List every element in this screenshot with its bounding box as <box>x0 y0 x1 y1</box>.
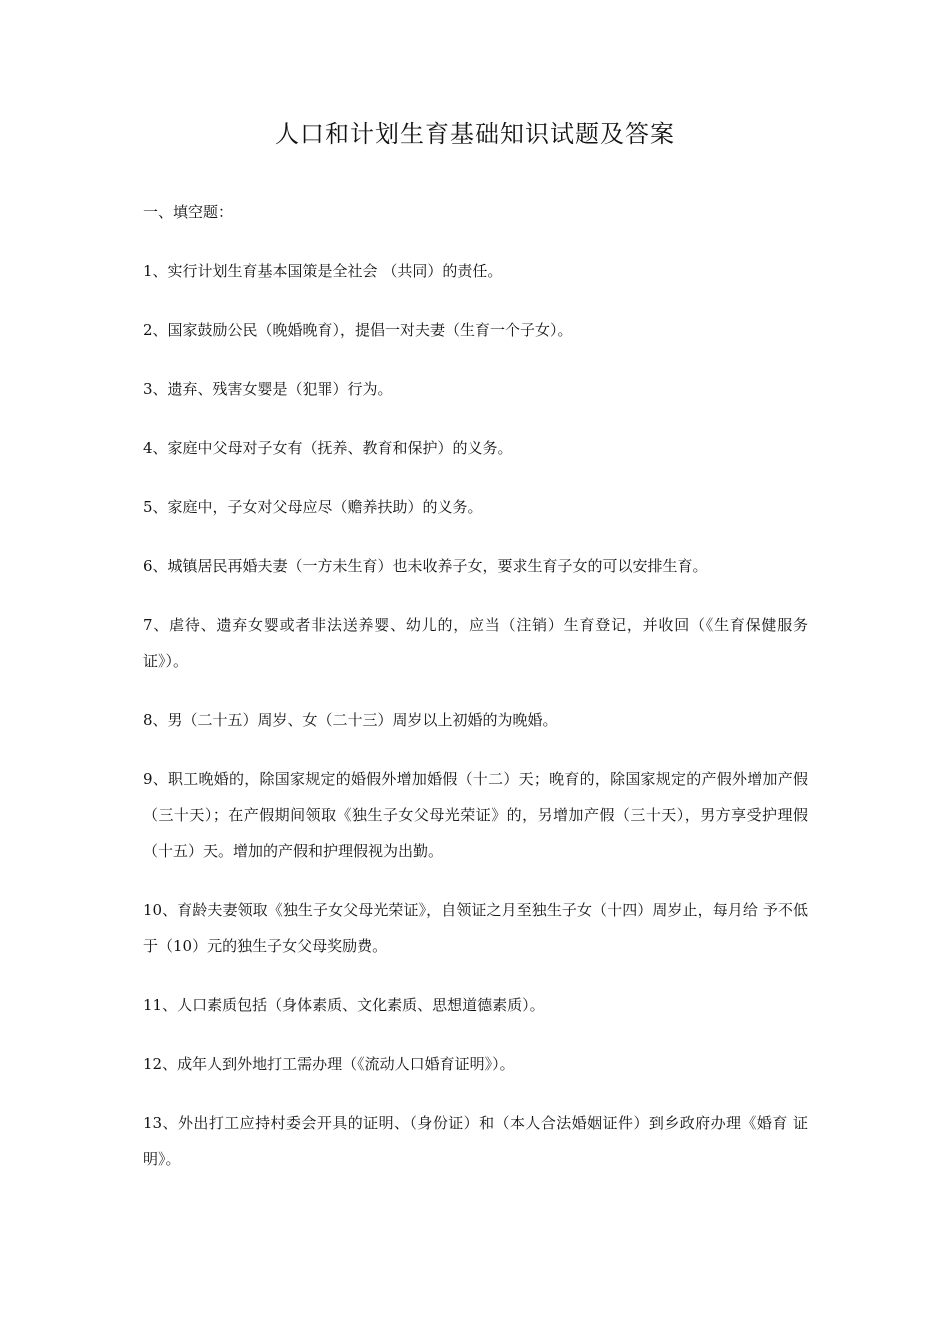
question-item-2: 2、国家鼓励公民（晚婚晚育），提倡一对夫妻（生育一个子女）。 <box>143 321 573 339</box>
question-item-5: 5、家庭中，子女对父母应尽（赡养扶助）的义务。 <box>143 498 483 516</box>
question-item-4: 4、家庭中父母对子女有（抚养、教育和保护）的义务。 <box>143 439 513 457</box>
question-item-12: 12、成年人到外地打工需办理（《流动人口婚育证明》）。 <box>143 1055 515 1073</box>
document-title: 人口和计划生育基础知识试题及答案 <box>275 120 675 148</box>
question-item-3: 3、遗弃、残害女婴是（犯罪）行为。 <box>143 380 393 398</box>
question-item-1: 1、实行计划生育基本国策是全社会 （共同）的责任。 <box>143 262 503 280</box>
question-item-6: 6、城镇居民再婚夫妻（一方未生育）也未收养子女，要求生育子女的可以安排生育。 <box>143 557 708 575</box>
question-item-11: 11、人口素质包括（身体素质、文化素质、思想道德素质）。 <box>143 996 545 1014</box>
question-item-13: 13、外出打工应持村委会开具的证明、（身份证）和（本人合法婚姻证件）到乡政府办理《婚育 证明》。 <box>143 1114 808 1168</box>
question-item-8: 8、男（二十五）周岁、女（二十三）周岁以上初婚的为晚婚。 <box>143 711 558 729</box>
question-item-7: 7、虐待、遗弃女婴或者非法送养婴、幼儿的，应当（注销）生育登记，并收回（《生育保健服务证》）。 <box>143 616 808 670</box>
section-heading: 一、填空题： <box>143 203 234 221</box>
document-body <box>143 194 808 1200</box>
question-item-10: 10、育龄夫妻领取《独生子女父母光荣证》，自领证之月至独生子女（十四）周岁止，每月给 予不低于（10）元的独生子女父母奖励费。 <box>143 901 808 955</box>
question-item-9: 9、职工晚婚的，除国家规定的婚假外增加婚假（十二）天；晚育的，除国家规定的产假外增加产假（三十天）；在产假期间领取《独生子女父母光荣证》的，另增加产假（三十天），男方享受护理假（十五）天。增加的产假和护理假视为出勤。 <box>143 770 808 860</box>
